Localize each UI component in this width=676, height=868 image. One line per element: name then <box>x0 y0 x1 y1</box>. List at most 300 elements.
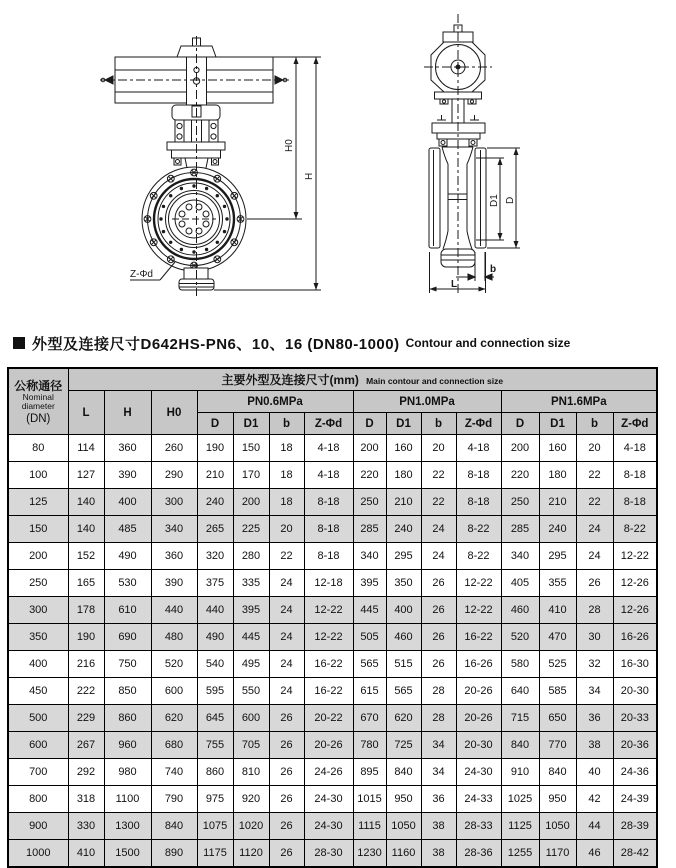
table-cell: 715 <box>501 705 539 732</box>
table-cell: 38 <box>576 732 613 759</box>
table-cell: 26 <box>269 786 304 813</box>
table-cell: 26 <box>421 597 456 624</box>
table-cell: 34 <box>421 759 456 786</box>
table-cell: 645 <box>197 705 233 732</box>
header-main-en: Main contour and connection size <box>366 376 504 386</box>
table-cell: 810 <box>233 759 269 786</box>
table-cell: 160 <box>539 435 576 462</box>
table-cell: 8-18 <box>304 489 353 516</box>
table-cell: 895 <box>353 759 386 786</box>
table-cell: 34 <box>421 732 456 759</box>
header-group-pn10: PN1.0MPa <box>353 391 501 413</box>
table-row <box>8 840 657 868</box>
table-cell: 22 <box>576 462 613 489</box>
table-cell: 24-30 <box>456 759 501 786</box>
table-cell: 460 <box>386 624 421 651</box>
table-cell: 650 <box>539 705 576 732</box>
table-cell: 24 <box>421 516 456 543</box>
header-group-pn06: PN0.6MPa <box>197 391 353 413</box>
table-cell: 210 <box>197 462 233 489</box>
dim-label-d: D <box>505 196 516 204</box>
table-cell: 28-33 <box>456 813 501 840</box>
table-cell: 400 <box>104 489 151 516</box>
table-cell: 24-33 <box>456 786 501 813</box>
table-cell: 28-30 <box>304 840 353 868</box>
table-cell: 46 <box>576 840 613 868</box>
table-cell: 26 <box>269 840 304 868</box>
table-cell: 24 <box>576 543 613 570</box>
valve-drawing-svg <box>0 0 676 326</box>
header-nominal-cn: 公称通径 <box>14 379 63 393</box>
table-cell: 200 <box>353 435 386 462</box>
table-cell: 28-42 <box>613 840 657 868</box>
header-group-pn16: PN1.6MPa <box>501 391 657 413</box>
table-cell: 18 <box>269 435 304 462</box>
header-pn06-d: D <box>197 413 233 435</box>
header-col-l: L <box>68 391 104 435</box>
table-cell: 705 <box>233 732 269 759</box>
table-cell: 530 <box>104 570 151 597</box>
table-cell: 28 <box>421 705 456 732</box>
table-cell: 615 <box>353 678 386 705</box>
table-cell: 8-18 <box>456 489 501 516</box>
table-cell: 950 <box>539 786 576 813</box>
table-cell: 220 <box>353 462 386 489</box>
table-cell: 26 <box>269 732 304 759</box>
table-cell: 900 <box>8 813 68 840</box>
table-cell: 4-18 <box>456 435 501 462</box>
table-cell: 920 <box>233 786 269 813</box>
table-cell: 18 <box>269 489 304 516</box>
table-row <box>8 705 657 732</box>
table-row <box>8 516 657 543</box>
table-cell: 220 <box>501 462 539 489</box>
table-cell: 910 <box>501 759 539 786</box>
table-cell: 26 <box>576 570 613 597</box>
table-cell: 100 <box>8 462 68 489</box>
header-main-dimensions <box>68 368 657 391</box>
table-cell: 1230 <box>353 840 386 868</box>
table-cell: 24 <box>269 570 304 597</box>
table-cell: 285 <box>501 516 539 543</box>
table-cell: 8-18 <box>304 543 353 570</box>
table-cell: 200 <box>8 543 68 570</box>
table-cell: 20-30 <box>456 732 501 759</box>
table-cell: 26 <box>421 570 456 597</box>
table-cell: 20-30 <box>613 678 657 705</box>
table-cell: 700 <box>8 759 68 786</box>
flange-face-left <box>429 148 440 248</box>
table-cell: 295 <box>386 543 421 570</box>
table-cell: 22 <box>269 543 304 570</box>
table-cell: 755 <box>197 732 233 759</box>
table-cell: 405 <box>501 570 539 597</box>
table-cell: 1125 <box>501 813 539 840</box>
table-cell: 12-22 <box>304 624 353 651</box>
header-nominal-dn: (DN) <box>26 413 51 425</box>
table-cell: 28-39 <box>613 813 657 840</box>
table-cell: 390 <box>104 462 151 489</box>
table-cell: 210 <box>539 489 576 516</box>
table-cell: 24-39 <box>613 786 657 813</box>
dimension-table-body <box>8 435 657 868</box>
dimension-table <box>7 367 658 868</box>
table-cell: 410 <box>68 840 104 868</box>
table-cell: 960 <box>104 732 151 759</box>
table-cell: 4-18 <box>613 435 657 462</box>
table-cell: 1075 <box>197 813 233 840</box>
table-cell: 180 <box>386 462 421 489</box>
table-cell: 400 <box>8 651 68 678</box>
dim-label-h: H <box>304 172 315 180</box>
table-row <box>8 624 657 651</box>
table-cell: 350 <box>386 570 421 597</box>
table-cell: 340 <box>353 543 386 570</box>
table-cell: 12-18 <box>304 570 353 597</box>
table-cell: 725 <box>386 732 421 759</box>
table-cell: 8-18 <box>456 462 501 489</box>
table-cell: 1050 <box>386 813 421 840</box>
table-row <box>8 678 657 705</box>
table-row <box>8 786 657 813</box>
table-cell: 26 <box>269 813 304 840</box>
table-cell: 600 <box>8 732 68 759</box>
table-cell: 267 <box>68 732 104 759</box>
table-row <box>8 489 657 516</box>
table-cell: 395 <box>233 597 269 624</box>
table-cell: 445 <box>233 624 269 651</box>
table-cell: 565 <box>386 678 421 705</box>
table-cell: 1255 <box>501 840 539 868</box>
table-cell: 320 <box>197 543 233 570</box>
table-cell: 16-22 <box>304 678 353 705</box>
header-pn10-d1: D1 <box>386 413 421 435</box>
table-cell: 24 <box>269 597 304 624</box>
table-cell: 250 <box>501 489 539 516</box>
table-cell: 360 <box>104 435 151 462</box>
table-cell: 840 <box>501 732 539 759</box>
header-main-cn: 主要外型及连接尺寸(mm) <box>221 373 359 387</box>
table-cell: 24 <box>421 543 456 570</box>
table-cell: 24 <box>269 651 304 678</box>
table-cell: 190 <box>68 624 104 651</box>
table-cell: 470 <box>539 624 576 651</box>
header-col-h0: H0 <box>151 391 197 435</box>
table-cell: 22 <box>421 462 456 489</box>
table-cell: 1025 <box>501 786 539 813</box>
section-title-en: Contour and connection size <box>405 336 571 350</box>
table-cell: 12-22 <box>304 597 353 624</box>
table-cell: 8-18 <box>613 489 657 516</box>
table-cell: 410 <box>539 597 576 624</box>
table-cell: 28-36 <box>456 840 501 868</box>
table-cell: 38 <box>421 813 456 840</box>
table-cell: 505 <box>353 624 386 651</box>
table-cell: 1020 <box>233 813 269 840</box>
table-cell: 860 <box>197 759 233 786</box>
table-cell: 18 <box>269 462 304 489</box>
table-cell: 4-18 <box>304 435 353 462</box>
table-cell: 975 <box>197 786 233 813</box>
table-cell: 680 <box>151 732 197 759</box>
table-row <box>8 570 657 597</box>
table-cell: 34 <box>576 678 613 705</box>
table-cell: 460 <box>501 597 539 624</box>
table-cell: 20-26 <box>456 678 501 705</box>
table-cell: 390 <box>151 570 197 597</box>
table-cell: 295 <box>539 543 576 570</box>
table-cell: 280 <box>233 543 269 570</box>
table-cell: 12-26 <box>613 597 657 624</box>
table-cell: 140 <box>68 516 104 543</box>
table-cell: 160 <box>386 435 421 462</box>
table-cell: 525 <box>539 651 576 678</box>
table-cell: 565 <box>353 651 386 678</box>
table-cell: 840 <box>386 759 421 786</box>
table-cell: 8-18 <box>304 516 353 543</box>
table-cell: 178 <box>68 597 104 624</box>
table-cell: 16-26 <box>613 624 657 651</box>
table-cell: 690 <box>104 624 151 651</box>
table-cell: 250 <box>353 489 386 516</box>
table-cell: 440 <box>151 597 197 624</box>
table-cell: 26 <box>421 624 456 651</box>
table-cell: 127 <box>68 462 104 489</box>
side-view-drawing <box>424 14 520 294</box>
table-cell: 24 <box>269 624 304 651</box>
table-row <box>8 435 657 462</box>
table-cell: 318 <box>68 786 104 813</box>
table-row <box>8 597 657 624</box>
table-cell: 44 <box>576 813 613 840</box>
table-cell: 450 <box>8 678 68 705</box>
section-title-row <box>13 332 676 354</box>
table-cell: 8-22 <box>456 516 501 543</box>
table-cell: 520 <box>501 624 539 651</box>
table-cell: 292 <box>68 759 104 786</box>
table-cell: 22 <box>421 489 456 516</box>
table-cell: 42 <box>576 786 613 813</box>
header-pn06-z: Z-Φd <box>304 413 353 435</box>
table-cell: 26 <box>269 705 304 732</box>
table-cell: 670 <box>353 705 386 732</box>
table-cell: 490 <box>197 624 233 651</box>
table-cell: 890 <box>151 840 197 868</box>
table-cell: 620 <box>386 705 421 732</box>
table-cell: 24-36 <box>613 759 657 786</box>
table-cell: 1015 <box>353 786 386 813</box>
table-cell: 355 <box>539 570 576 597</box>
table-cell: 595 <box>197 678 233 705</box>
header-pn16-b: b <box>576 413 613 435</box>
header-nominal-diameter <box>8 368 68 435</box>
table-cell: 180 <box>539 462 576 489</box>
table-cell: 1120 <box>233 840 269 868</box>
table-cell: 114 <box>68 435 104 462</box>
table-cell: 440 <box>197 597 233 624</box>
dim-label-b: b <box>490 264 497 275</box>
table-cell: 20-26 <box>304 732 353 759</box>
table-cell: 485 <box>104 516 151 543</box>
table-cell: 265 <box>197 516 233 543</box>
header-nominal-en-line2: diameter <box>21 401 55 411</box>
table-cell: 1160 <box>386 840 421 868</box>
header-pn10-b: b <box>421 413 456 435</box>
table-row <box>8 813 657 840</box>
table-cell: 550 <box>233 678 269 705</box>
header-nominal-en-line1: Nominal <box>22 392 54 402</box>
table-cell: 16-22 <box>456 624 501 651</box>
technical-drawing-area <box>0 0 676 326</box>
table-cell: 300 <box>8 597 68 624</box>
table-cell: 285 <box>353 516 386 543</box>
table-row <box>8 759 657 786</box>
table-cell: 400 <box>386 597 421 624</box>
table-cell: 8-22 <box>613 516 657 543</box>
dim-label-d1: D1 <box>489 194 500 207</box>
table-cell: 20-22 <box>304 705 353 732</box>
table-cell: 8-18 <box>613 462 657 489</box>
table-row <box>8 732 657 759</box>
table-cell: 190 <box>197 435 233 462</box>
table-cell: 445 <box>353 597 386 624</box>
table-cell: 395 <box>353 570 386 597</box>
table-cell: 4-18 <box>304 462 353 489</box>
header-pn06-b: b <box>269 413 304 435</box>
table-cell: 610 <box>104 597 151 624</box>
table-cell: 152 <box>68 543 104 570</box>
table-cell: 480 <box>151 624 197 651</box>
table-cell: 860 <box>104 705 151 732</box>
table-cell: 1100 <box>104 786 151 813</box>
table-cell: 16-30 <box>613 651 657 678</box>
table-cell: 24-26 <box>304 759 353 786</box>
table-cell: 800 <box>8 786 68 813</box>
table-cell: 340 <box>151 516 197 543</box>
table-cell: 1050 <box>539 813 576 840</box>
table-cell: 32 <box>576 651 613 678</box>
table-cell: 495 <box>233 651 269 678</box>
table-cell: 200 <box>501 435 539 462</box>
table-cell: 790 <box>151 786 197 813</box>
table-cell: 640 <box>501 678 539 705</box>
table-cell: 240 <box>539 516 576 543</box>
table-cell: 515 <box>386 651 421 678</box>
table-cell: 500 <box>8 705 68 732</box>
table-cell: 740 <box>151 759 197 786</box>
front-view-drawing <box>100 36 321 296</box>
header-pn10-z: Z-Φd <box>456 413 501 435</box>
table-cell: 165 <box>68 570 104 597</box>
table-row <box>8 543 657 570</box>
table-cell: 840 <box>151 813 197 840</box>
table-cell: 260 <box>151 435 197 462</box>
table-cell: 840 <box>539 759 576 786</box>
table-cell: 24-30 <box>304 813 353 840</box>
table-row <box>8 651 657 678</box>
table-cell: 26 <box>421 651 456 678</box>
table-cell: 150 <box>233 435 269 462</box>
table-cell: 30 <box>576 624 613 651</box>
table-cell: 490 <box>104 543 151 570</box>
table-cell: 600 <box>151 678 197 705</box>
table-cell: 20-36 <box>613 732 657 759</box>
table-cell: 36 <box>421 786 456 813</box>
table-cell: 170 <box>233 462 269 489</box>
header-col-h: H <box>104 391 151 435</box>
table-cell: 125 <box>8 489 68 516</box>
table-cell: 1000 <box>8 840 68 868</box>
table-cell: 300 <box>151 489 197 516</box>
header-pn16-z: Z-Φd <box>613 413 657 435</box>
table-cell: 240 <box>386 516 421 543</box>
table-cell: 16-26 <box>456 651 501 678</box>
table-cell: 250 <box>8 570 68 597</box>
table-cell: 20 <box>421 435 456 462</box>
table-cell: 225 <box>233 516 269 543</box>
header-pn16-d: D <box>501 413 539 435</box>
header-pn10-d: D <box>353 413 386 435</box>
table-cell: 20 <box>269 516 304 543</box>
table-cell: 20-33 <box>613 705 657 732</box>
table-row <box>8 462 657 489</box>
table-cell: 600 <box>233 705 269 732</box>
table-cell: 360 <box>151 543 197 570</box>
table-cell: 520 <box>151 651 197 678</box>
z-phi-d-leader-line <box>160 262 175 280</box>
table-cell: 24 <box>576 516 613 543</box>
table-cell: 290 <box>151 462 197 489</box>
table-cell: 216 <box>68 651 104 678</box>
table-cell: 222 <box>68 678 104 705</box>
table-cell: 24-30 <box>304 786 353 813</box>
table-cell: 540 <box>197 651 233 678</box>
table-cell: 240 <box>197 489 233 516</box>
table-cell: 12-22 <box>456 597 501 624</box>
dim-label-l: L <box>451 279 458 290</box>
table-cell: 40 <box>576 759 613 786</box>
table-cell: 750 <box>104 651 151 678</box>
table-cell: 20-26 <box>456 705 501 732</box>
table-cell: 22 <box>576 489 613 516</box>
table-cell: 1500 <box>104 840 151 868</box>
table-cell: 770 <box>539 732 576 759</box>
header-pn06-d1: D1 <box>233 413 269 435</box>
header-pn16-d1: D1 <box>539 413 576 435</box>
table-cell: 200 <box>233 489 269 516</box>
table-cell: 229 <box>68 705 104 732</box>
table-cell: 24 <box>269 678 304 705</box>
dim-label-h0: H0 <box>284 139 295 152</box>
table-cell: 1115 <box>353 813 386 840</box>
table-cell: 330 <box>68 813 104 840</box>
table-cell: 28 <box>576 597 613 624</box>
table-cell: 28 <box>421 678 456 705</box>
table-cell: 140 <box>68 489 104 516</box>
table-cell: 12-22 <box>456 570 501 597</box>
table-cell: 1175 <box>197 840 233 868</box>
section-bullet-square <box>13 337 25 349</box>
table-cell: 350 <box>8 624 68 651</box>
table-cell: 580 <box>501 651 539 678</box>
table-cell: 16-22 <box>304 651 353 678</box>
table-cell: 335 <box>233 570 269 597</box>
table-cell: 340 <box>501 543 539 570</box>
table-cell: 150 <box>8 516 68 543</box>
table-cell: 375 <box>197 570 233 597</box>
dim-label-z-phi-d: Z-Φd <box>130 269 153 280</box>
table-cell: 38 <box>421 840 456 868</box>
